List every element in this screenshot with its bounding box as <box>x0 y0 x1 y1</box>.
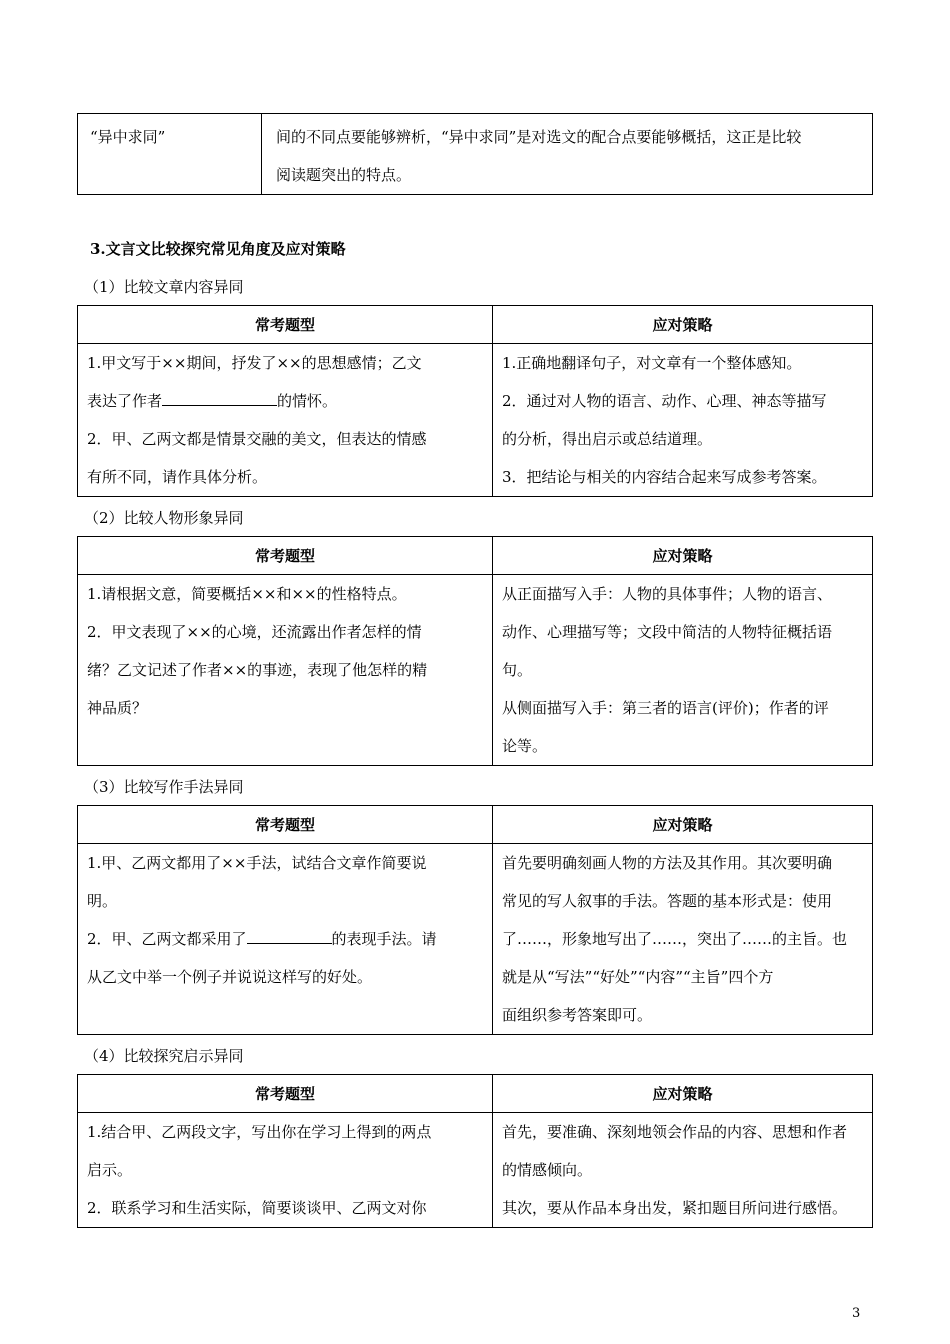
question-line: 1.甲、乙两文都用了××手法，试结合文章作简要说 <box>87 854 427 872</box>
strategy-line: 面组织参考答案即可。 <box>502 1006 653 1024</box>
subsection-4-title: （4）比较探究启示异同 <box>84 1047 244 1065</box>
top-table-right-cell <box>262 114 873 195</box>
strategy-line: 1.正确地翻译句子，对文章有一个整体感知。 <box>502 354 802 372</box>
fill-blank <box>247 927 332 944</box>
question-line: 启示。 <box>87 1161 133 1179</box>
header-question-type: 常考题型 <box>78 537 493 575</box>
strategy-line: 就是从“写法”“好处”“内容”“主旨”四个方 <box>502 968 774 986</box>
header-strategy: 应对策略 <box>493 306 873 344</box>
question-line-part: 2．甲、乙两文都采用了 <box>87 930 247 948</box>
question-line-part: 的情怀。 <box>277 392 338 410</box>
page-number: 3 <box>852 1306 861 1321</box>
strategy-line: 从正面描写入手：人物的具体事件；人物的语言、 <box>502 585 833 603</box>
strategy-line: 论等。 <box>502 737 548 755</box>
top-table <box>77 113 873 195</box>
strategy-cell <box>493 575 873 766</box>
question-line-part: 表达了作者 <box>87 392 163 410</box>
top-table-right-line: 阅读题突出的特点。 <box>276 166 412 184</box>
question-line: 1.甲文写于××期间，抒发了××的思想感情；乙文 <box>87 354 422 372</box>
question-line: 1.结合甲、乙两段文字，写出你在学习上得到的两点 <box>87 1123 432 1141</box>
subsection-3-title: （3）比较写作手法异同 <box>84 778 244 796</box>
table-character-comparison <box>77 536 873 766</box>
top-table-left-text: “异中求同” <box>90 128 166 146</box>
question-line: 从乙文中举一个例子并说说这样写的好处。 <box>87 968 373 986</box>
strategy-line: 句。 <box>502 661 533 679</box>
question-line-with-blank <box>87 382 483 420</box>
question-line: 明。 <box>87 892 118 910</box>
question-cell <box>78 344 493 497</box>
subsection-1-title: （1）比较文章内容异同 <box>84 278 244 296</box>
table-content-comparison <box>77 305 873 497</box>
strategy-line: 3．把结论与相关的内容结合起来写成参考答案。 <box>502 468 827 486</box>
strategy-line: 的情感倾向。 <box>502 1161 593 1179</box>
section-3-heading: 3.文言文比较探究常见角度及应对策略 <box>90 240 346 258</box>
question-cell <box>78 1113 493 1228</box>
question-line-part: 的表现手法。请 <box>331 930 437 948</box>
strategy-line: 2．通过对人物的语言、动作、心理、神态等描写 <box>502 392 827 410</box>
strategy-cell <box>493 344 873 497</box>
strategy-line: 首先要明确刻画人物的方法及其作用。其次要明确 <box>502 854 833 872</box>
strategy-line: 的分析，得出启示或总结道理。 <box>502 430 713 448</box>
question-line: 2．联系学习和生活实际，简要谈谈甲、乙两文对你 <box>87 1199 427 1217</box>
top-table-right-line: 间的不同点要能够辨析，“异中求同”是对选文的配合点要能够概括，这正是比较 <box>276 128 802 146</box>
fill-blank <box>162 389 277 406</box>
strategy-line: 常见的写人叙事的手法。答题的基本形式是：使用 <box>502 892 833 910</box>
question-cell <box>78 575 493 766</box>
header-question-type: 常考题型 <box>78 1075 493 1113</box>
table-writing-technique-comparison <box>77 805 873 1035</box>
question-line: 2．甲文表现了××的心境，还流露出作者怎样的情 <box>87 623 422 641</box>
strategy-line: 了……，形象地写出了……，突出了……的主旨。也 <box>502 930 848 948</box>
question-line: 2．甲、乙两文都是情景交融的美文，但表达的情感 <box>87 430 427 448</box>
table-insight-comparison <box>77 1074 873 1228</box>
header-strategy: 应对策略 <box>493 1075 873 1113</box>
strategy-cell <box>493 1113 873 1228</box>
question-line: 神品质？ <box>87 699 148 717</box>
header-question-type: 常考题型 <box>78 806 493 844</box>
strategy-line: 从侧面描写入手：第三者的语言(评价)；作者的评 <box>502 699 829 717</box>
strategy-cell <box>493 844 873 1035</box>
header-strategy: 应对策略 <box>493 537 873 575</box>
strategy-line: 首先，要准确、深刻地领会作品的内容、思想和作者 <box>502 1123 848 1141</box>
question-line: 绪？乙文记述了作者××的事迹，表现了他怎样的精 <box>87 661 428 679</box>
question-line: 有所不同，请作具体分析。 <box>87 468 268 486</box>
question-line-with-blank <box>87 920 483 958</box>
question-line: 1.请根据文意，简要概括××和××的性格特点。 <box>87 585 407 603</box>
header-question-type: 常考题型 <box>78 306 493 344</box>
top-table-left-cell <box>78 114 262 195</box>
subsection-2-title: （2）比较人物形象异同 <box>84 509 244 527</box>
strategy-line: 其次，要从作品本身出发，紧扣题目所问进行感悟。 <box>502 1199 848 1217</box>
strategy-line: 动作、心理描写等；文段中简洁的人物特征概括语 <box>502 623 833 641</box>
question-cell <box>78 844 493 1035</box>
header-strategy: 应对策略 <box>493 806 873 844</box>
